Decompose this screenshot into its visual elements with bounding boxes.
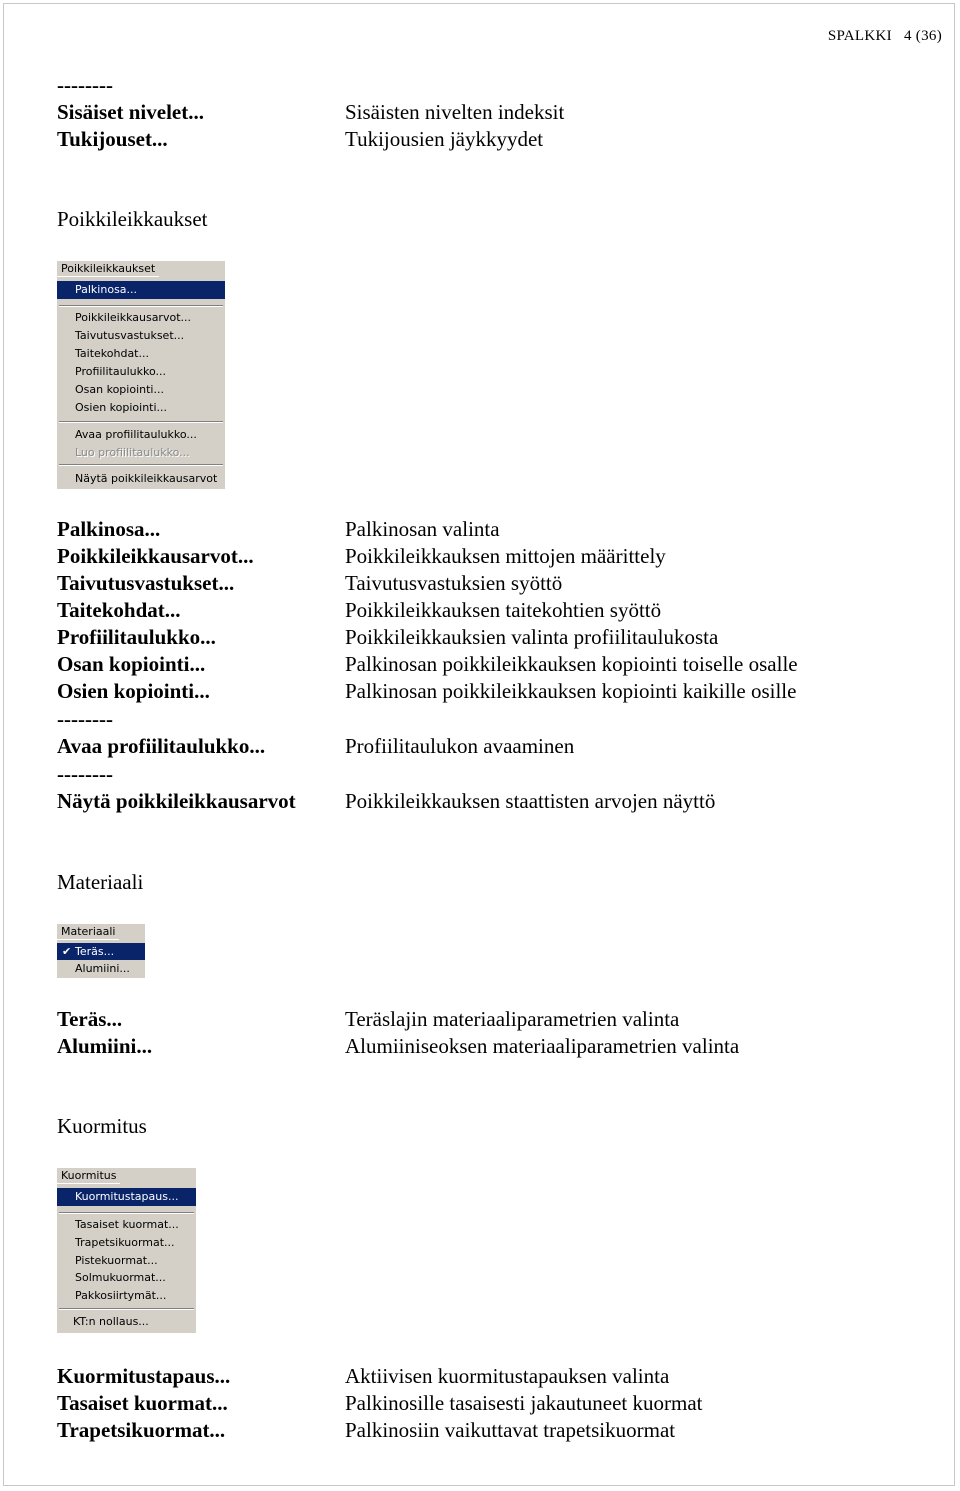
- command-description: Tukijousien jäykkyydet: [345, 127, 544, 151]
- menu-item-kt-nollaus[interactable]: KT:n nollaus...: [73, 1315, 149, 1328]
- menu-command: Taitekohdat...: [57, 598, 181, 622]
- menu-item-kuormitustapaus[interactable]: Kuormitustapaus...: [57, 1188, 196, 1206]
- command-description: Poikkileikkauksen mittojen määrittely: [345, 544, 666, 568]
- section-heading-materiaali: Materiaali: [57, 870, 144, 894]
- menu-item-pakkosiirtymat[interactable]: Pakkosiirtymät...: [75, 1289, 167, 1302]
- menu-separator: [59, 305, 223, 307]
- command-description: Taivutusvastuksien syöttö: [345, 571, 563, 595]
- menu-command: Näytä poikkileikkausarvot: [57, 789, 296, 813]
- command-description: Poikkileikkauksen taitekohtien syöttö: [345, 598, 662, 622]
- menu-title: Materiaali: [57, 924, 119, 940]
- menu-command: Profiilitaulukko...: [57, 625, 216, 649]
- materiaali-menu-screenshot: [57, 924, 145, 978]
- menu-command: Alumiini...: [57, 1034, 153, 1058]
- menu-item-osien-kopiointi[interactable]: Osien kopiointi...: [75, 401, 168, 414]
- menu-item-palkinosa[interactable]: Palkinosa...: [57, 281, 225, 299]
- menu-item-pistekuormat[interactable]: Pistekuormat...: [75, 1254, 158, 1267]
- command-description: Palkinosan poikkileikkauksen kopiointi kaikille osille: [345, 679, 797, 703]
- menu-command: Avaa profiilitaulukko...: [57, 734, 266, 758]
- menu-command: Osan kopiointi...: [57, 652, 206, 676]
- command-description: Teräslajin materiaaliparametrien valinta: [345, 1007, 680, 1031]
- menu-item-profiilitaulukko[interactable]: Profiilitaulukko...: [75, 365, 166, 378]
- menu-title: Kuormitus: [57, 1168, 120, 1184]
- menu-separator: [59, 421, 223, 423]
- command-description: Poikkileikkauksen staattisten arvojen näyttö: [345, 789, 716, 813]
- checkmark-icon: ✔: [62, 945, 72, 958]
- menu-item-poikkileikkausarvot[interactable]: Poikkileikkausarvot...: [75, 311, 191, 324]
- menu-item-luo-profiilitaulukko: Luo profiilitaulukko...: [75, 446, 190, 459]
- command-description: Profiilitaulukon avaaminen: [345, 734, 575, 758]
- menu-command: Poikkileikkausarvot...: [57, 544, 254, 568]
- menu-command: Kuormitustapaus...: [57, 1364, 231, 1388]
- menu-item-solmukuormat[interactable]: Solmukuormat...: [75, 1271, 166, 1284]
- menu-separator: [59, 1212, 194, 1214]
- menu-command: Trapetsikuormat...: [57, 1418, 226, 1442]
- menu-command: Tukijouset...: [57, 127, 168, 151]
- command-description: Aktiivisen kuormitustapauksen valinta: [345, 1364, 670, 1388]
- menu-item-alumiini[interactable]: Alumiini...: [75, 962, 130, 975]
- menu-separator: [59, 1308, 194, 1310]
- poikkileikkaukset-menu-screenshot: [57, 261, 225, 489]
- menu-item-teras[interactable]: ✔ Teräs...: [57, 943, 145, 960]
- section-heading-kuormitus: Kuormitus: [57, 1114, 147, 1138]
- page-header: [828, 28, 942, 45]
- menu-item-nayta-poikkileikkausarvot[interactable]: Näytä poikkileikkausarvot: [75, 472, 218, 485]
- command-description: Poikkileikkauksien valinta profiilitaulukosta: [345, 625, 719, 649]
- menu-command: Tasaiset kuormat...: [57, 1391, 228, 1415]
- command-description: Palkinosan poikkileikkauksen kopiointi toiselle osalle: [345, 652, 798, 676]
- menu-item-taitekohdat[interactable]: Taitekohdat...: [75, 347, 149, 360]
- command-description: Sisäisten nivelten indeksit: [345, 100, 565, 124]
- menu-separator: [59, 464, 223, 466]
- page-number: 4 (36): [903, 28, 942, 44]
- menu-item-avaa-profiilitaulukko[interactable]: Avaa profiilitaulukko...: [75, 428, 197, 441]
- menu-command: Sisäiset nivelet...: [57, 100, 204, 124]
- menu-command: Teräs...: [57, 1007, 123, 1031]
- menu-command: Osien kopiointi...: [57, 679, 210, 703]
- document-code: SPALKKI: [827, 28, 892, 44]
- menu-command: Taivutusvastukset...: [57, 571, 235, 595]
- menu-item-osan-kopiointi[interactable]: Osan kopiointi...: [75, 383, 164, 396]
- command-description: Alumiiniseoksen materiaaliparametrien valinta: [345, 1034, 740, 1058]
- menu-command: Palkinosa...: [57, 517, 161, 541]
- menu-item-tasaiset-kuormat[interactable]: Tasaiset kuormat...: [75, 1218, 179, 1231]
- command-description: Palkinosan valinta: [345, 517, 500, 541]
- section-heading-poikkileikkaukset: Poikkileikkaukset: [57, 207, 208, 231]
- menu-title: Poikkileikkaukset: [57, 261, 159, 277]
- kuormitus-menu-screenshot: [57, 1168, 196, 1333]
- menu-item-taivutusvastukset[interactable]: Taivutusvastukset...: [75, 329, 185, 342]
- menu-item-trapetsikuormat[interactable]: Trapetsikuormat...: [75, 1236, 175, 1249]
- command-description: Palkinosille tasaisesti jakautuneet kuormat: [345, 1391, 703, 1415]
- command-description: Palkinosiin vaikuttavat trapetsikuormat: [345, 1418, 676, 1442]
